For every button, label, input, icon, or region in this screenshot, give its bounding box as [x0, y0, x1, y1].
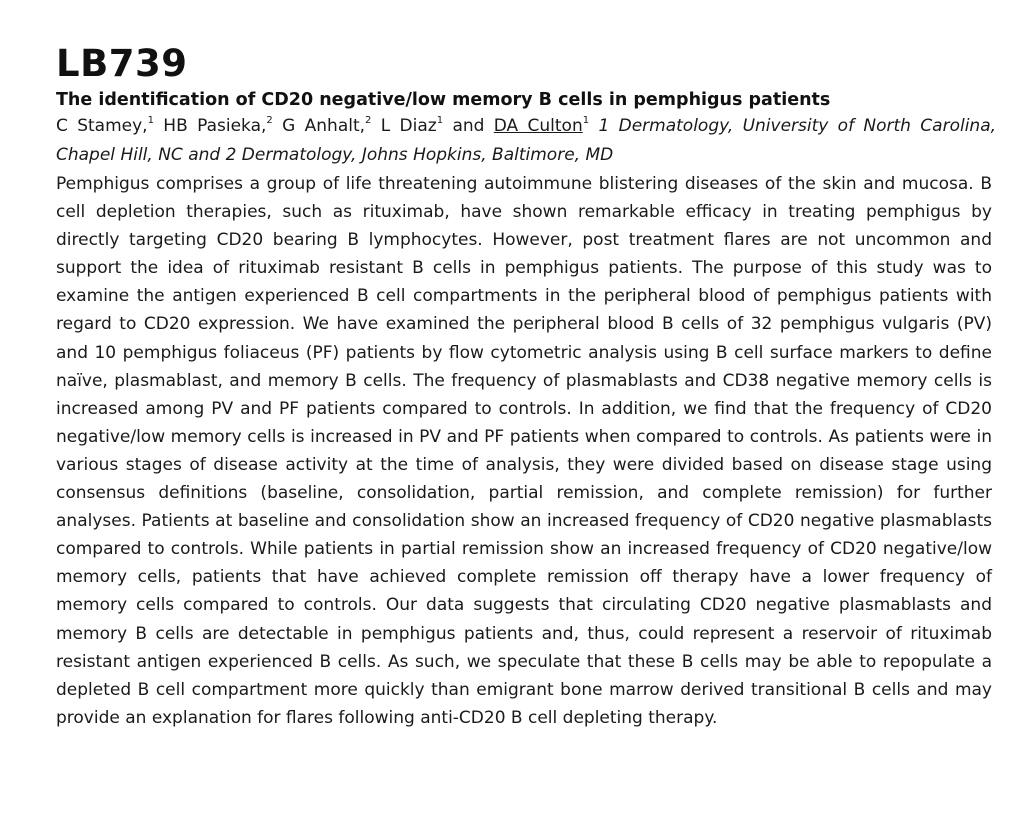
abstract-page [56, 42, 996, 732]
author-connector: and [452, 116, 485, 136]
abstract-body: Pemphigus comprises a group of life threatening autoimmune blistering diseases of the skin and mucosa. B cell depletion therapies, such as rituximab, have shown remarkable efficacy in treating pemphigus by directly targeting CD20 bearing B lymphocytes. However, post treatment flares are not uncommon and support the idea of rituximab resistant B cells in pemphigus patients. The purpose of this study was to examine the antigen experienced B cell compartments in the peripheral blood of pemphigus patients with regard to CD20 expression. We have examined the peripheral blood B cells of 32 pemphigus vulgaris (PV) and 10 pemphigus foliaceus (PF) patients by flow cytometric analysis using B cell surface markers to define naïve, plasmablast, and memory B cells. The frequency of plasmablasts and CD38 negative memory cells is increased among PV and PF patients compared to controls. In addition, we find that the frequency of CD20 negative/low memory cells is increased in PV and PF patients when compared to controls. As patients were in various stages of disease activity at the time of analysis, they were divided based on disease stage using consensus definitions (baseline, consolidation, partial remission, and complete remission) for further analyses. Patients at baseline and consolidation show an increased frequency of CD20 negative plasmablasts compared to controls. While patients in partial remission show an increased frequency of CD20 negative/low memory cells, patients that have achieved complete remission off therapy have a lower frequency of memory cells compared to controls. Our data suggests that circulating CD20 negative plasmablasts and memory B cells are detectable in pemphigus patients and, thus, could represent a reservoir of rituximab resistant antigen experienced B cells. As such, we speculate that these B cells may be able to repopulate a depleted B cell compartment more quickly than emigrant bone marrow derived transitional B cells and may provide an explanation for flares following anti-CD20 B cell depleting therapy. [56, 174, 992, 728]
author-affiliation-mark: 1 [436, 115, 444, 127]
author-affiliation-mark: 1 [582, 115, 590, 127]
author-name: L Diaz [380, 116, 437, 136]
author-line [56, 112, 996, 170]
author-affiliations: 1 Dermatology, University of North Carolina, Chapel Hill, NC and 2 Dermatology, Johns Hopkins, Baltimore, MD [56, 116, 997, 165]
author-affiliation-mark: 2 [266, 115, 273, 127]
abstract-id: LB739 [56, 42, 188, 85]
author-affiliation-mark: 2 [365, 115, 372, 127]
author-name: HB Pasieka, [163, 116, 267, 136]
author-name: C Stamey, [56, 116, 148, 136]
author-name: G Anhalt, [282, 116, 366, 136]
presenting-author-name: DA Culton [493, 116, 583, 136]
author-affiliation-mark: 1 [147, 115, 154, 127]
abstract-title: The identification of CD20 negative/low memory B cells in pemphigus patients [56, 90, 831, 110]
